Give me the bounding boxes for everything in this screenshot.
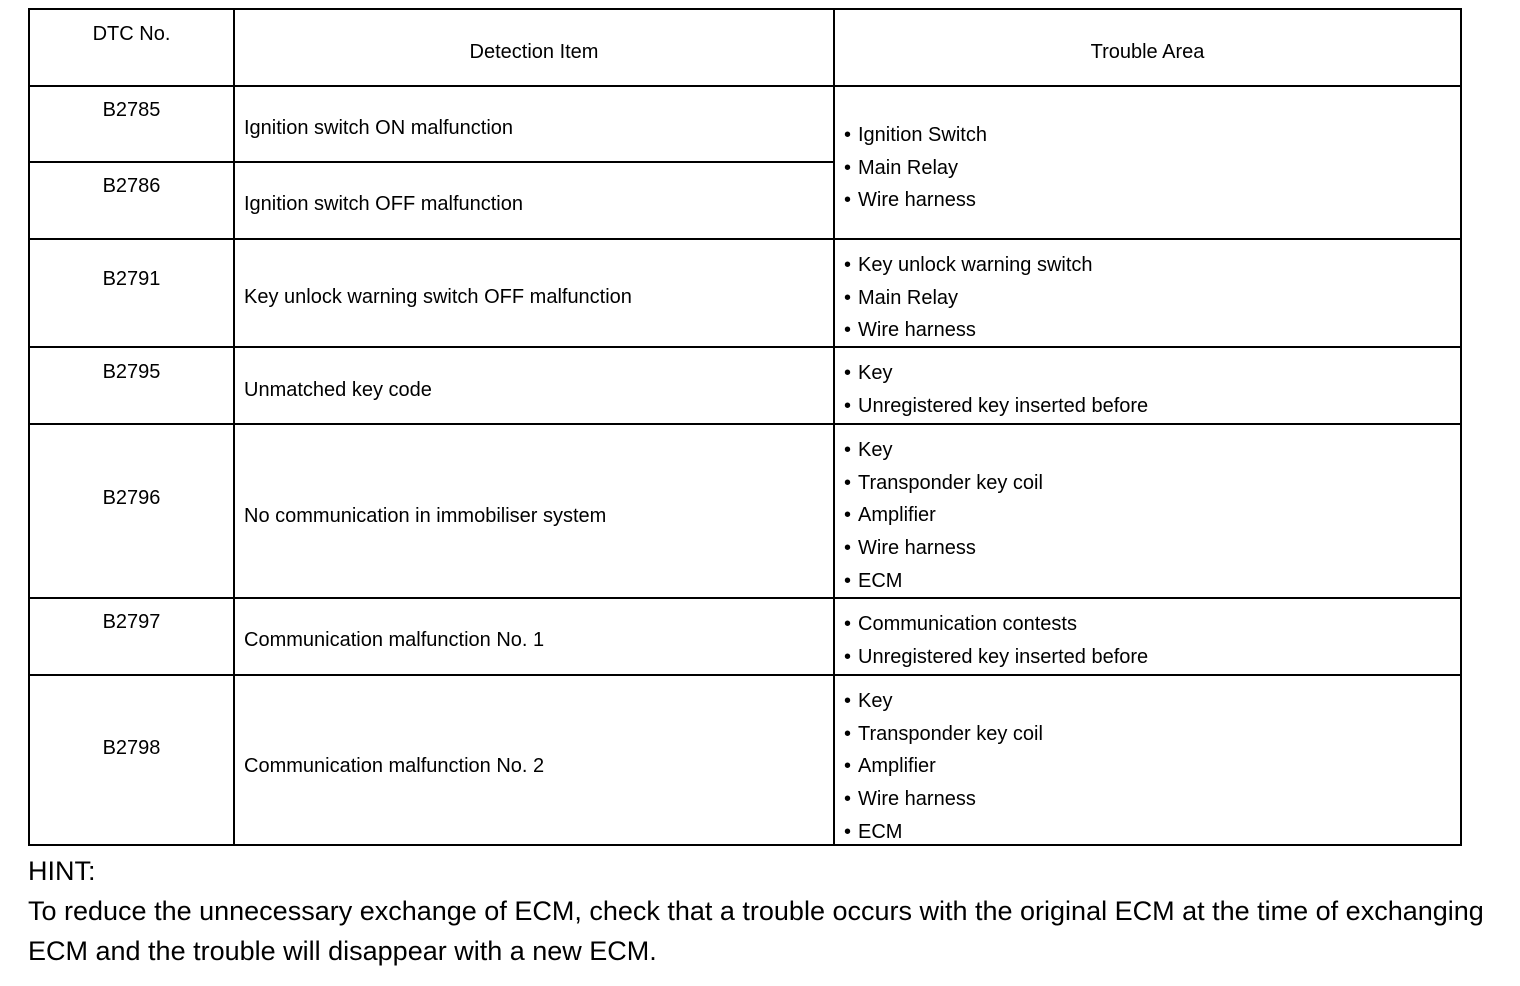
detection-item: Communication malfunction No. 1 — [244, 629, 545, 651]
bullet-icon: • — [844, 645, 852, 668]
trouble-area-item: • Main Relay — [844, 156, 959, 179]
bullet-icon: • — [844, 471, 852, 494]
dtc-table — [28, 8, 1462, 846]
trouble-area-item: • Key — [844, 439, 893, 461]
trouble-area-item: • ECM — [844, 569, 903, 592]
hint-section — [28, 851, 1498, 971]
detection-item: Ignition switch ON malfunction — [244, 117, 514, 139]
trouble-area-item: • Communication contests — [844, 613, 1077, 635]
detection-item: Communication malfunction No. 2 — [244, 755, 545, 777]
trouble-area-list — [844, 253, 1093, 351]
dtc-code: B2786 — [102, 175, 161, 197]
bullet-icon: • — [844, 613, 852, 635]
bullet-icon: • — [844, 189, 852, 212]
bullet-icon: • — [844, 254, 852, 276]
dtc-code: B2795 — [102, 361, 161, 383]
bullet-icon: • — [844, 690, 852, 712]
detection-item: Unmatched key code — [244, 379, 432, 401]
row-divider — [30, 161, 835, 163]
bullet-icon: • — [844, 286, 852, 309]
hint-text: To reduce the unnecessary exchange of ECM, check that a trouble occurs with the original ECM at the time of exchanging ECM and the trouble will disappear with a new ECM. — [28, 896, 1484, 966]
bullet-icon: • — [844, 755, 852, 778]
header-trouble-area: Trouble Area — [1090, 41, 1205, 63]
trouble-area-item: • Wire harness — [844, 319, 976, 342]
header-detection-item: Detection Item — [469, 41, 599, 63]
dtc-code: B2785 — [102, 99, 161, 121]
bullet-icon: • — [844, 788, 852, 811]
trouble-area-item: • Key unlock warning switch — [844, 254, 1093, 276]
row-divider — [30, 423, 1460, 425]
trouble-area-item: • Amplifier — [844, 755, 936, 778]
trouble-area-item: • Key — [844, 690, 893, 712]
trouble-area-item: • Wire harness — [844, 537, 976, 560]
row-divider — [30, 85, 1460, 87]
bullet-icon: • — [844, 439, 852, 461]
row-divider — [30, 238, 1460, 240]
trouble-area-item: • Unregistered key inserted before — [844, 645, 1149, 668]
trouble-area-list — [844, 689, 1043, 852]
detection-item: Ignition switch OFF malfunction — [244, 193, 523, 215]
bullet-icon: • — [844, 124, 852, 146]
trouble-area-list — [844, 123, 987, 221]
trouble-area-item: • Unregistered key inserted before — [844, 394, 1149, 417]
bullet-icon: • — [844, 537, 852, 560]
trouble-area-item: • Transponder key coil — [844, 722, 1043, 745]
trouble-area-item: • Wire harness — [844, 189, 976, 212]
dtc-code: B2791 — [102, 268, 161, 290]
bullet-icon: • — [844, 722, 852, 745]
bullet-icon: • — [844, 362, 852, 384]
trouble-area-item: • Ignition Switch — [844, 124, 987, 146]
trouble-area-item: • Key — [844, 362, 893, 384]
bullet-icon: • — [844, 569, 852, 592]
bullet-icon: • — [844, 504, 852, 527]
dtc-code: B2796 — [102, 487, 161, 509]
detection-item: No communication in immobiliser system — [244, 505, 607, 527]
trouble-area-list — [844, 361, 1148, 426]
bullet-icon: • — [844, 820, 852, 843]
trouble-area-list — [844, 438, 1043, 601]
detection-item: Key unlock warning switch OFF malfunction — [244, 286, 632, 308]
bullet-icon: • — [844, 156, 852, 179]
column-divider — [233, 10, 235, 844]
trouble-area-item: • Transponder key coil — [844, 471, 1043, 494]
row-divider — [30, 674, 1460, 676]
row-divider — [30, 597, 1460, 599]
header-dtc-no: DTC No. — [92, 23, 171, 45]
bullet-icon: • — [844, 319, 852, 342]
trouble-area-item: • Main Relay — [844, 286, 959, 309]
column-divider — [833, 10, 835, 844]
dtc-code: B2797 — [102, 611, 161, 633]
trouble-area-item: • ECM — [844, 820, 903, 843]
trouble-area-list — [844, 612, 1148, 677]
trouble-area-item: • Wire harness — [844, 788, 976, 811]
hint-title: HINT: — [28, 856, 96, 886]
dtc-code: B2798 — [102, 737, 161, 759]
bullet-icon: • — [844, 394, 852, 417]
trouble-area-item: • Amplifier — [844, 504, 936, 527]
row-divider — [30, 346, 1460, 348]
